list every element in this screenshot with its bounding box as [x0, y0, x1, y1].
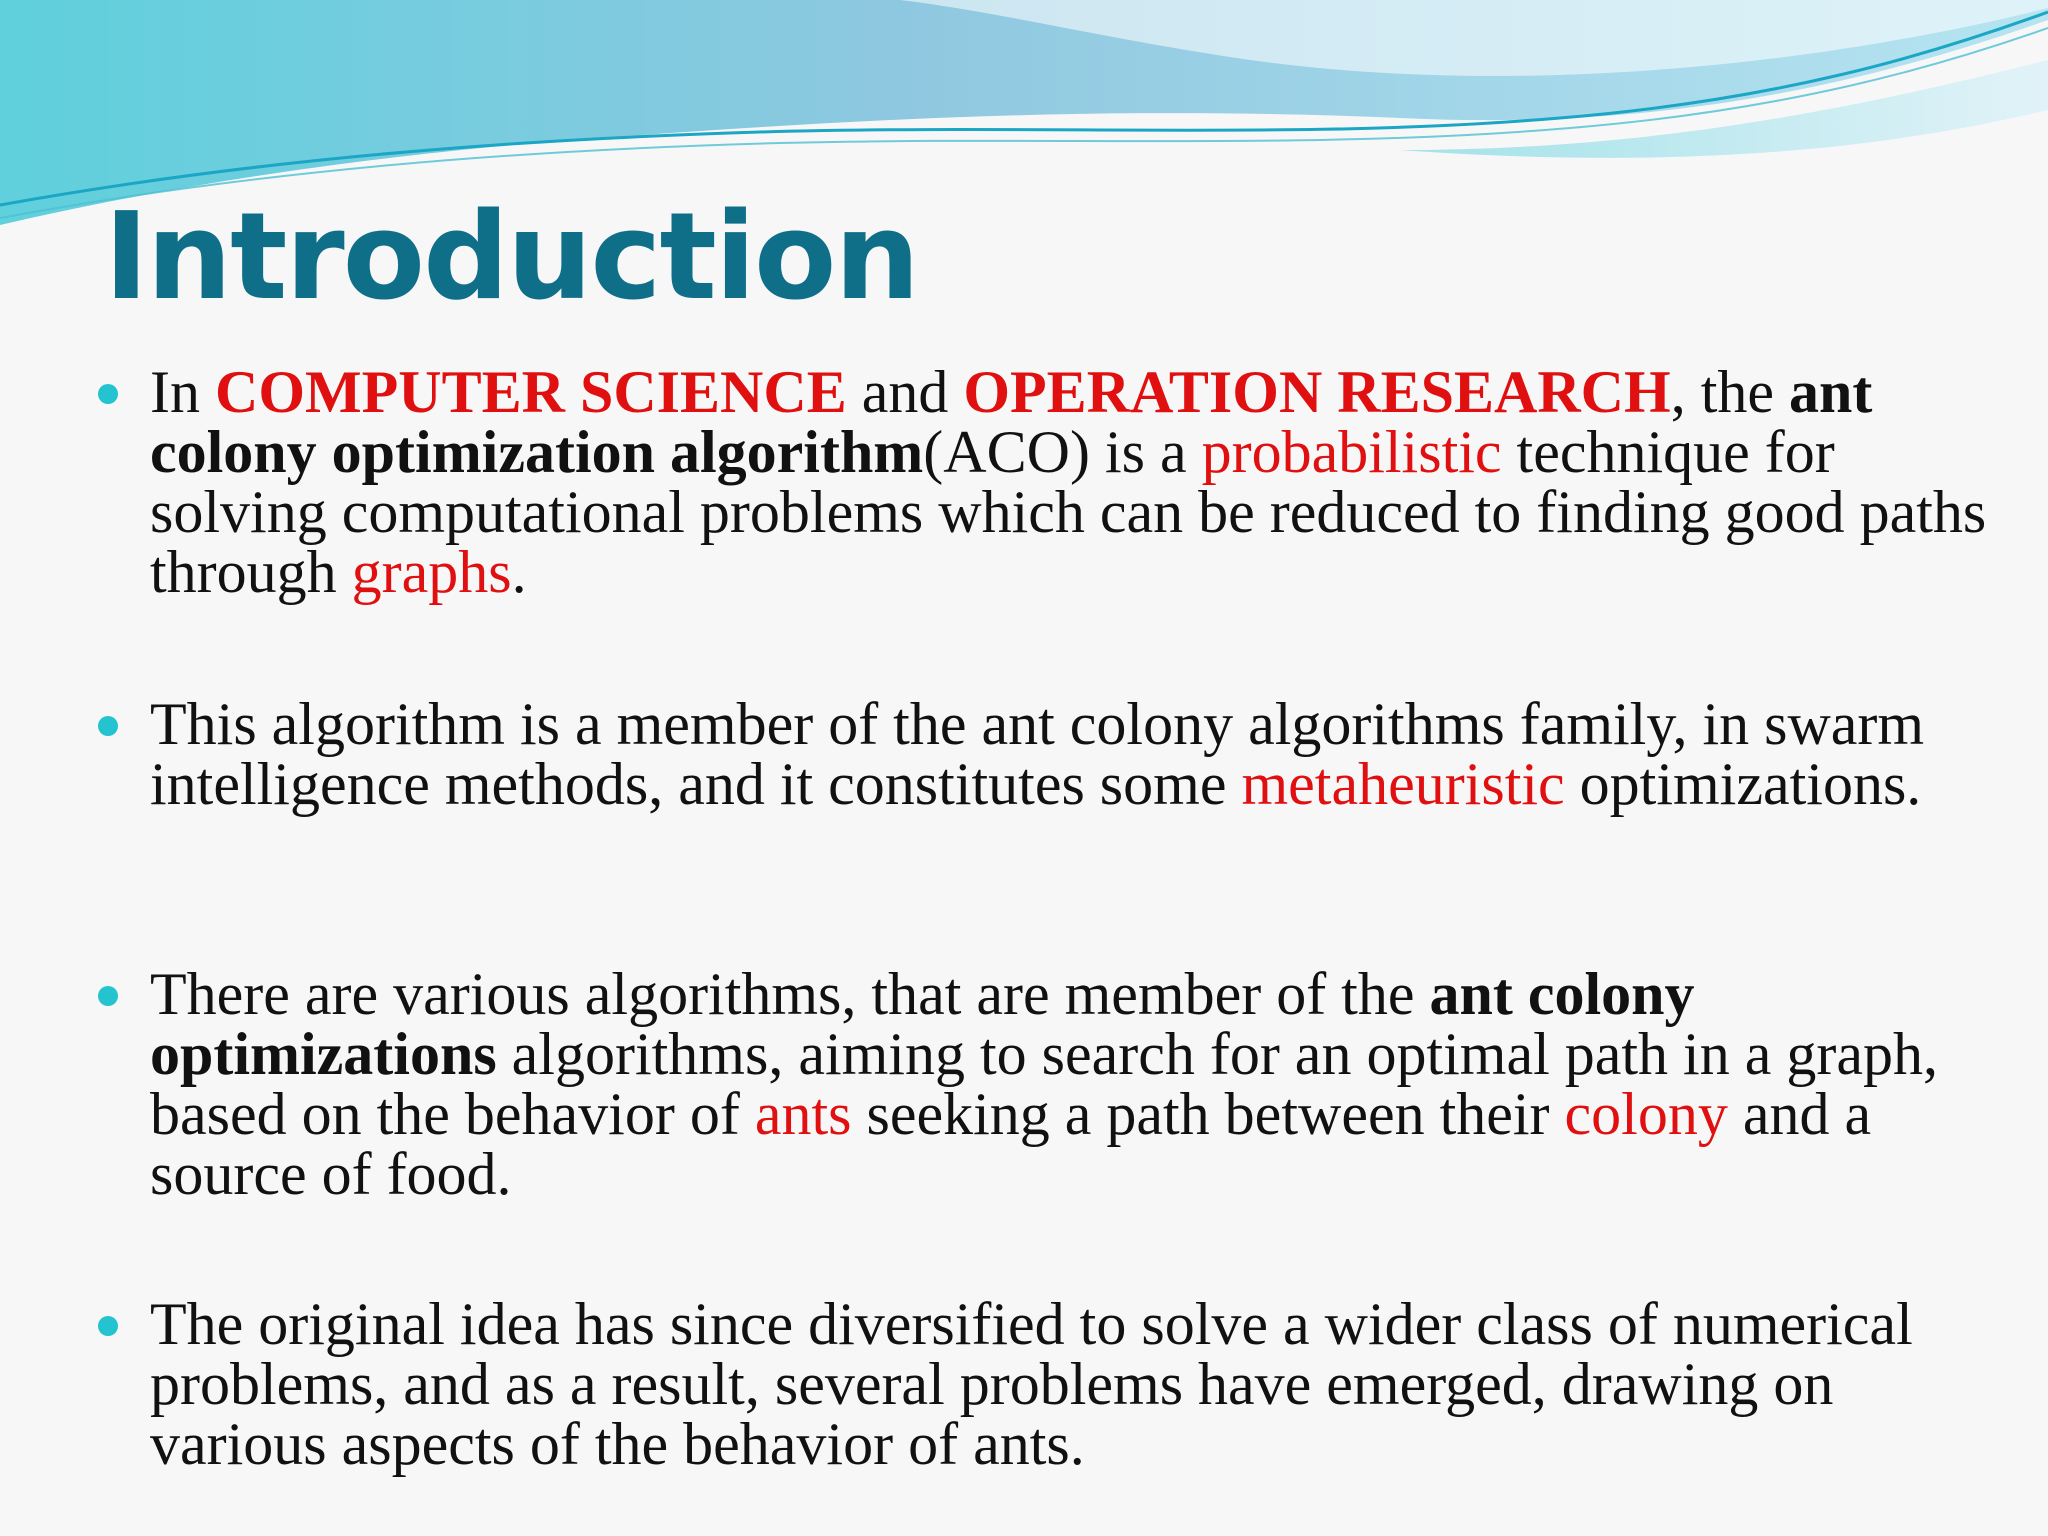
text-segment: This algorithm is a member of the ant colony algorithms family, in swarm intelligence methods, and it constitutes some [150, 691, 1925, 817]
text-segment: algorithms, aiming to search for an optimal path in a graph, based on the behavior of [150, 1021, 1938, 1147]
text-segment: . [511, 539, 527, 605]
text-segment: , the [1670, 359, 1789, 425]
bullet-dot-icon [98, 716, 118, 736]
bullet-item [150, 691, 2010, 817]
bullet-item [150, 961, 2010, 1207]
emphasis-metaheuristic: metaheuristic [1241, 751, 1565, 817]
emphasis-ants: ants [754, 1081, 852, 1147]
emphasis-colony: colony [1564, 1081, 1728, 1147]
text-segment: technique for solving computational problems which can be reduced to finding good paths through [150, 419, 1987, 605]
slide-title: Introduction [104, 188, 918, 327]
bullet-item [150, 1291, 2010, 1477]
bullet-dot-icon [98, 384, 118, 404]
text-segment: and a source of food. [150, 1081, 1872, 1207]
text-segment: is a [1089, 419, 1202, 485]
text-segment: In [150, 359, 215, 425]
text-segment: The original idea has since diversified to solve a wider class of numerical problems, and as a result, several problems have emerged, drawing on various aspects of the behavior of ants. [150, 1291, 1913, 1477]
bullet-dot-icon [98, 986, 118, 1006]
emphasis-graphs: graphs [351, 539, 512, 605]
emphasis-computer-science: COMPUTER SCIENCE [214, 359, 847, 425]
emphasis-ant-colony-optimizations: ant colony optimizations [150, 961, 1695, 1087]
emphasis-operation-research: OPERATION RESEARCH [963, 359, 1671, 425]
text-segment: optimizations. [1564, 751, 1922, 817]
emphasis-probabilistic: probabilistic [1201, 419, 1502, 485]
text-segment: (ACO) [923, 419, 1090, 485]
text-segment: seeking a path between their [851, 1081, 1565, 1147]
bullet-dot-icon [98, 1316, 118, 1336]
text-segment: There are various algorithms, that are member of the [150, 961, 1430, 1027]
bullet-item [150, 359, 2010, 605]
emphasis-aco-name: ant colony optimization algorithm [150, 359, 1873, 485]
text-segment: and [846, 359, 964, 425]
